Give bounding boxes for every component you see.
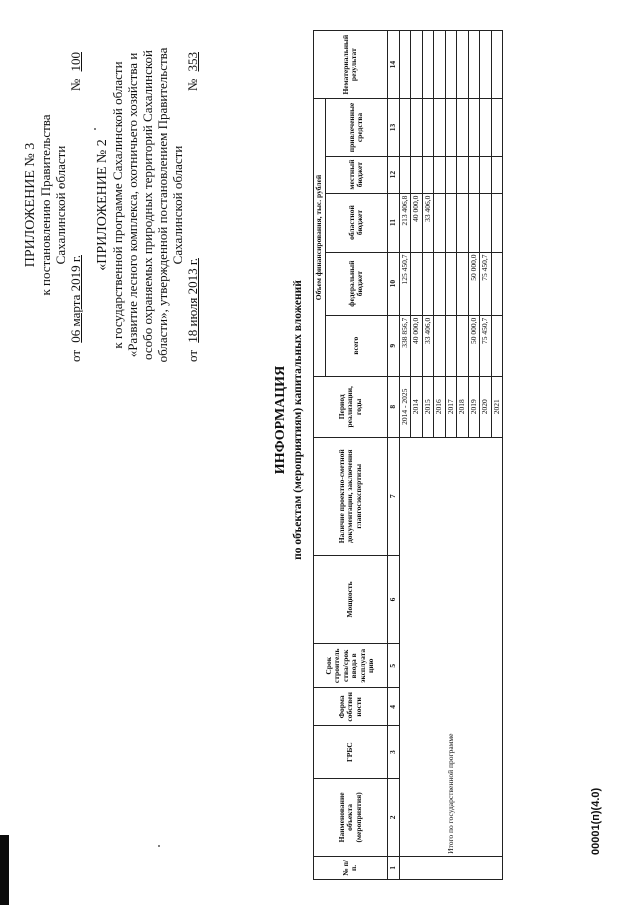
column-number: 10 [387,252,399,315]
attracted-cell [434,99,446,156]
local-cell [434,156,446,193]
intangible-cell [445,31,457,99]
header-period: Период реализации, годы [314,376,388,437]
header-funding-group: Объем финансирования, тыс. рублей [314,99,326,376]
period-cell: 2016 [434,376,446,437]
regional-cell: 33 406,0 [422,193,434,252]
appendix2-date-line [185,40,200,370]
appendix-header [23,40,200,370]
period-cell: 2014 [411,376,423,437]
local-cell [457,156,469,193]
local-cell [422,156,434,193]
appendix2-title: «ПРИЛОЖЕНИЕ № 2 [95,139,110,271]
federal-cell [434,252,446,315]
regional-cell [445,193,457,252]
column-number: 12 [387,156,399,193]
column-number: 11 [387,193,399,252]
intangible-cell [434,31,446,99]
appendix2-from-label: от [185,349,200,362]
column-number: 14 [387,31,399,99]
local-cell [491,156,503,193]
total-label: Итого по государственной программе [399,437,503,856]
regional-cell [480,193,492,252]
regional-cell [468,193,480,252]
appendix2-number: 353 [185,52,200,72]
regional-cell: 40 000,0 [411,193,423,252]
intangible-cell [491,31,503,99]
local-cell [411,156,423,193]
column-number: 8 [387,376,399,437]
total-cell: 40 000,0 [411,315,423,376]
attracted-cell [491,99,503,156]
appendix3-date-line [68,40,83,370]
header-deadline: Срок строитель ства/срок ввода в эксплуата цию [314,644,388,688]
local-cell [480,156,492,193]
appendix2-date: 18 июля 2013 г. [185,258,200,343]
intangible-cell [411,31,423,99]
intangible-cell [480,31,492,99]
header-attracted: привлеченные средства [325,99,387,156]
period-cell: 2020 [480,376,492,437]
header-ownership: Форма собствен ности [314,688,388,726]
table-body [399,31,503,880]
federal-cell: 125 450,7 [399,252,411,315]
total-cell [434,315,446,376]
table-row [399,31,411,880]
regional-cell [491,193,503,252]
attracted-cell [445,99,457,156]
attracted-cell [480,99,492,156]
federal-cell: 50 000,0 [468,252,480,315]
attracted-cell [411,99,423,156]
header-regional: областной бюджет [325,193,387,252]
intangible-cell [468,31,480,99]
header-federal: федеральный бюджет [325,252,387,315]
federal-cell [422,252,434,315]
footer-code: 00001(п)(4.0) [590,787,602,855]
period-cell: 2019 [468,376,480,437]
federal-cell: 75 450,7 [480,252,492,315]
attracted-cell [399,99,411,156]
appendix2-block [95,40,200,370]
regional-cell [457,193,469,252]
column-number: 7 [387,437,399,555]
attracted-cell [422,99,434,156]
column-number: 13 [387,99,399,156]
header-total: всего [325,315,387,376]
total-cell [491,315,503,376]
scan-edge-bar [0,835,9,905]
attracted-cell [468,99,480,156]
header-num: № п/п. [314,856,388,879]
appendix3-number-label: № [68,78,83,92]
local-cell [399,156,411,193]
column-number: 1 [387,856,399,879]
federal-cell [491,252,503,315]
local-cell [468,156,480,193]
total-cell [445,315,457,376]
appendix3-title: ПРИЛОЖЕНИЕ № 3 [23,142,38,268]
federal-cell [445,252,457,315]
column-number: 9 [387,315,399,376]
column-number: 6 [387,555,399,643]
appendix2-body: к государственной программе Сахалинской области «Развитие лесного комплекса, охотничьего хозяйства и особо охраняемых природных территорий Сахалинской области», утвержденной постановлением Правительства Сахалинской области [110,47,185,363]
column-number: 2 [387,778,399,856]
regional-cell: 213 406,8 [399,193,411,252]
header-intangible: Нематериальный результат [314,31,388,99]
header-name: Наименование объекта (мероприятия) [314,778,388,856]
period-cell: 2014 - 2025 [399,376,411,437]
header-capacity: Мощность [314,555,388,643]
intangible-cell [422,31,434,99]
total-cell: 50 000,0 [468,315,480,376]
total-cell [457,315,469,376]
appendix3-date: 06 марта 2019 г. [68,255,83,343]
federal-cell [457,252,469,315]
total-cell: 33 406,0 [422,315,434,376]
appendix3-number: 100 [68,52,83,72]
column-number: 3 [387,726,399,779]
period-cell: 2017 [445,376,457,437]
document-title: ИНФОРМАЦИЯ [273,365,288,475]
period-cell: 2018 [457,376,469,437]
appendix2-number-label: № [185,78,200,92]
local-cell [445,156,457,193]
document-page [15,20,625,890]
intangible-cell [399,31,411,99]
period-cell: 2021 [491,376,503,437]
attracted-cell [457,99,469,156]
federal-cell [411,252,423,315]
period-cell: 2015 [422,376,434,437]
column-number: 4 [387,688,399,726]
regional-cell [434,193,446,252]
document-subtitle: по объектам (мероприятиям) капитальных вложений [292,280,304,560]
intangible-cell [457,31,469,99]
header-docs: Наличие проектно-сметной документации, заключения главгосэкспертизы [314,437,388,555]
appendix3-line1: к постановлению Правительства [38,114,53,296]
header-local: местный бюджет [325,156,387,193]
capital-investments-table [313,30,503,880]
total-cell: 75 450,7 [480,315,492,376]
appendix3-from-label: от [68,349,83,362]
row-num-cell [399,856,503,879]
header-grbs: ГРБС [314,726,388,779]
total-cell: 338 856,7 [399,315,411,376]
appendix3-line2: Сахалинской области [53,145,68,265]
column-number: 5 [387,644,399,688]
